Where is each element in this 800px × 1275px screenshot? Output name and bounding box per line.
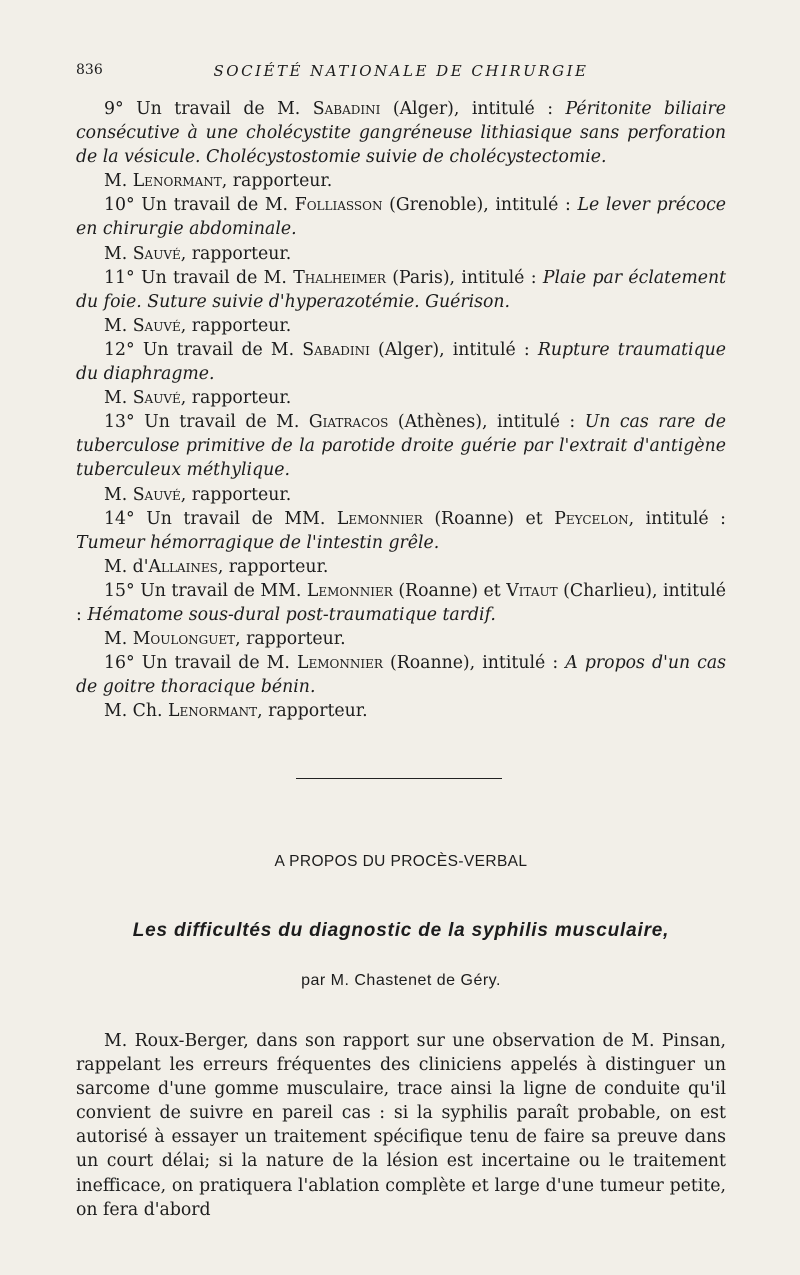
entry-paragraph	[76, 266, 726, 314]
entry-author: Lemonnier	[336, 508, 423, 529]
entry-title: Hématome sous-dural post-traumatique tardif.	[87, 604, 496, 625]
rapporteur-suffix: , rapporteur.	[221, 171, 333, 192]
entry-paragraph	[76, 651, 726, 699]
entry-number: 15°	[104, 580, 135, 601]
entry-title: A propos d'un cas de goitre thoracique bénin.	[76, 653, 727, 698]
rapporteur-name: Sauvé	[132, 484, 181, 505]
rapporteur-name: Lenormant	[168, 701, 258, 722]
rapporteur-name: Sauvé	[132, 243, 181, 264]
rapporteur-prefix: M.	[104, 315, 128, 336]
rapporteur-suffix: , rapporteur.	[235, 629, 346, 650]
rapporteur-prefix: M.	[104, 484, 128, 505]
entry-paragraph	[76, 579, 726, 627]
rapporteur-line	[76, 627, 726, 651]
entry-paragraph	[76, 507, 726, 555]
rapporteur-suffix: , rapporteur.	[217, 556, 329, 577]
entry-place: (Alger), intitulé :	[392, 99, 554, 119]
entry-place: (Grenoble), intitulé :	[389, 195, 571, 216]
rapporteur-line	[76, 169, 726, 193]
entry-paragraph	[76, 410, 726, 482]
rapporteur-prefix: M. d'	[104, 556, 149, 577]
rapporteur-line	[76, 483, 726, 507]
rapporteur-line	[76, 699, 726, 723]
rapporteur-prefix: M.	[104, 171, 128, 192]
entry-title: Péritonite biliaire consécutive à une cholécystite gangréneuse lithiasique sans perforation de la vésicule. Cholécystostomie suivie de cholécystectomie.	[76, 99, 726, 168]
entry-coauthor-place: (Charlieu), intitulé :	[76, 580, 726, 625]
section-title: A PROPOS DU PROCÈS-VERBAL	[274, 853, 528, 870]
communications-list	[76, 97, 726, 723]
article-byline: par M. Chastenet de Géry.	[301, 972, 501, 989]
rapporteur-prefix: M.	[104, 243, 128, 264]
rapporteur-name: Sauvé	[132, 388, 181, 409]
entry-number: 9°	[104, 99, 124, 119]
rapporteur-prefix: M.	[104, 629, 128, 650]
entry-place: (Roanne) et	[434, 508, 543, 529]
entry-title: Le lever précoce en chirurgie abdominale.	[76, 195, 727, 240]
entry-place: (Athènes), intitulé :	[397, 412, 576, 433]
rapporteur-suffix: , rapporteur.	[180, 388, 292, 409]
article-title: Les difficultés du diagnostic de la syphilis musculaire,	[132, 920, 670, 941]
rapporteur-suffix: , rapporteur.	[180, 484, 292, 505]
entry-number: 10°	[104, 195, 135, 216]
entry-number: 11°	[104, 267, 135, 288]
entry-author: Sabadini	[312, 99, 381, 119]
page-number: 836	[76, 62, 103, 78]
running-title: SOCIÉTÉ NATIONALE DE CHIRURGIE	[213, 62, 589, 80]
entry-coauthor: Vitaut	[506, 580, 558, 601]
rapporteur-line	[76, 314, 726, 338]
entry-number: 16°	[104, 653, 135, 674]
entry-intro: Un travail de MM.	[146, 508, 326, 529]
entry-author: Giatracos	[308, 412, 389, 433]
rapporteur-name: Allaines	[148, 556, 218, 577]
entry-author: Lemonnier	[296, 653, 383, 674]
entry-place: (Roanne), intitulé :	[389, 653, 559, 674]
page-header	[76, 62, 726, 86]
entry-title: Rupture traumatique du diaphragme.	[76, 339, 727, 385]
entry-title: Un cas rare de tuberculose primitive de la parotide droite guérie par l'extrait d'antigène tuberculeux méthylique.	[76, 412, 727, 481]
rapporteur-prefix: M.	[104, 388, 128, 409]
entry-number: 12°	[104, 339, 135, 360]
rapporteur-line	[76, 386, 726, 410]
entry-intro: Un travail de M.	[144, 412, 300, 433]
entry-intro: Un travail de M.	[141, 195, 289, 216]
entry-place: (Alger), intitulé :	[378, 339, 530, 360]
entry-author: Sabadini	[302, 339, 370, 360]
entry-intro: Un travail de M.	[141, 653, 290, 674]
rapporteur-name: Sauvé	[132, 315, 181, 336]
entry-author: Lemonnier	[306, 580, 393, 601]
entry-paragraph	[76, 338, 726, 386]
entry-paragraph	[76, 193, 726, 241]
rapporteur-line	[76, 555, 726, 579]
entry-number: 14°	[104, 508, 135, 529]
entry-place: (Roanne) et	[398, 580, 501, 601]
entry-author: Thalheimer	[293, 267, 386, 288]
entry-number: 13°	[104, 412, 135, 433]
section-divider	[296, 778, 502, 779]
rapporteur-suffix: , rapporteur.	[180, 315, 292, 336]
rapporteur-line	[76, 242, 726, 266]
entry-paragraph	[76, 97, 726, 169]
entry-author: Folliasson	[294, 195, 383, 216]
entry-intro: Un travail de M.	[136, 99, 301, 119]
entry-intro: Un travail de M.	[142, 339, 295, 360]
entry-place: (Paris), intitulé :	[392, 267, 537, 288]
rapporteur-name: Lenormant	[132, 171, 222, 192]
entry-title: Plaie par éclatement du foie. Suture suivie d'hyperazotémie. Guérison.	[76, 267, 727, 312]
rapporteur-name: Moulonguet	[132, 629, 236, 650]
body-paragraph: M. Roux-Berger, dans son rapport sur une observation de M. Pinsan, rappelant les erreurs fréquentes des cliniciens appelés à distinguer un sarcome d'une gomme musculaire, trace ainsi la ligne de conduite qu'il convient de suivre en pareil cas : si la syphilis paraît probable, on est autorisé à essayer un traitement spécifique tenu de faire sa preuve dans un court délai; si la nature de la lésion est incertaine ou le traitement inefficace, on pratiquera l'ablation complète et large d'une tumeur petite, on fera d'abord	[76, 1031, 726, 1220]
rapporteur-suffix: , rapporteur.	[180, 243, 292, 264]
entry-coauthor: Peycelon	[554, 508, 629, 529]
entry-intro: Un travail de MM.	[140, 580, 302, 601]
entry-title: Tumeur hémorragique de l'intestin grêle.	[76, 532, 440, 553]
rapporteur-suffix: , rapporteur.	[257, 701, 368, 722]
entry-coauthor-place: , intitulé :	[628, 508, 726, 529]
entry-intro: Un travail de M.	[141, 267, 287, 288]
rapporteur-prefix: M. Ch.	[104, 701, 163, 722]
